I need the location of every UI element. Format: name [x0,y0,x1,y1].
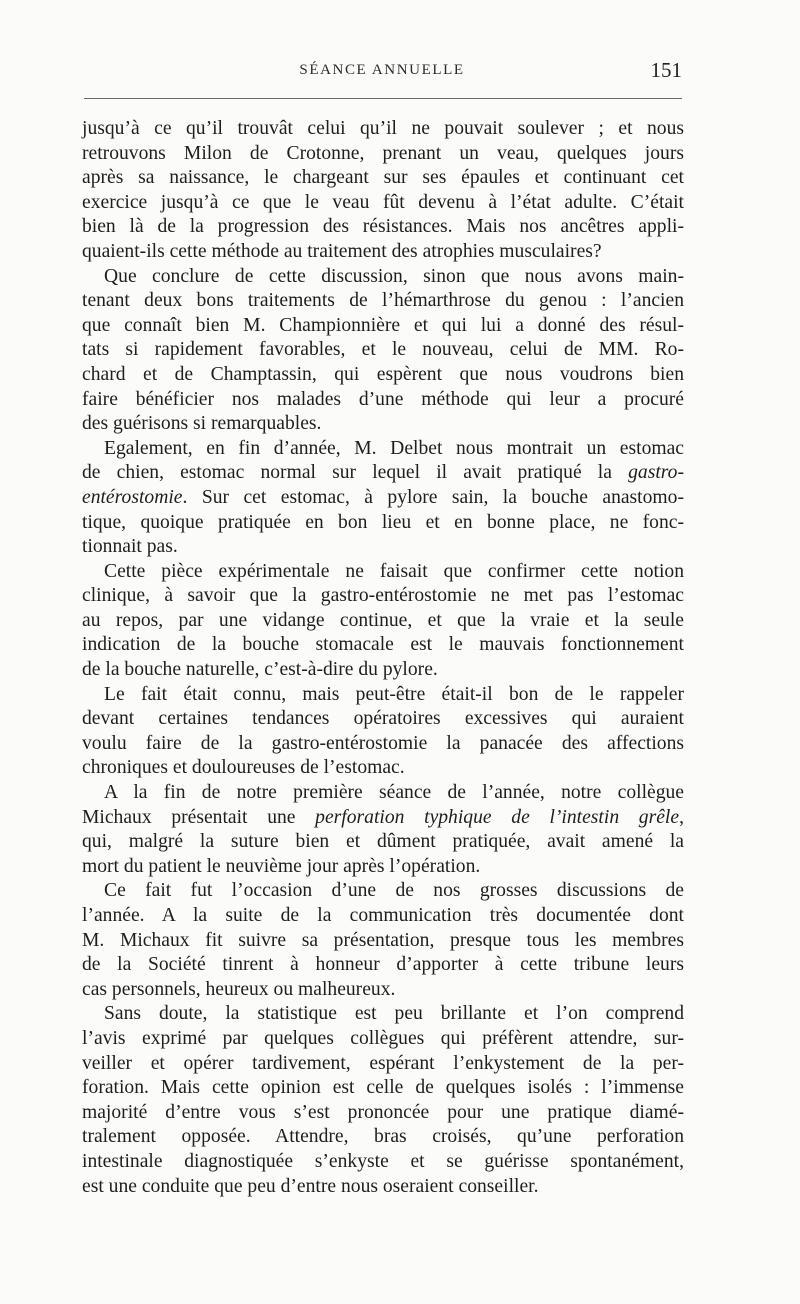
text-line: tralement opposée. Attendre, bras croisés, qu’une perforation [82,1126,684,1148]
text-line: est une conduite que peu d’entre nous oseraient conseiller. [82,1175,539,1197]
running-title: SÉANCE ANNUELLE [299,62,465,78]
text-line: chard et de Champtassin, qui espèrent que nous voudrons bien [82,363,684,385]
text-run: Michaux présentait une [82,806,316,828]
text-line: tats si rapidement favorables, et le nouveau, celui de MM. Ro- [82,339,684,361]
text-line: cas personnels, heureux ou malheureux. [82,978,396,1000]
text-run: , [679,806,684,828]
text-line: tique, quoique pratiquée en bon lieu et en bonne place, ne fonc- [82,511,684,533]
text-line: intestinale diagnostiquée s’enkyste et se guérisse spontanément, [82,1150,684,1172]
text-line: indication de la bouche stomacale est le mauvais fonctionnement [82,634,684,656]
text-line: retrouvons Milon de Crotonne, prenant un veau, quelques jours [82,142,684,164]
text-line: au repos, par une vidange continue, et que la vraie et la seule [82,609,684,631]
italic-term: perforation typhique de l’intestin grêle [315,806,680,828]
header-rule [84,98,682,99]
text-line: quaient-ils cette méthode au traitement des atrophies musculaires? [82,240,602,262]
text-line: mort du patient le neuvième jour après l’opération. [82,855,481,877]
text-line: qui, malgré la suture bien et dûment pratiquée, avait amené la [82,831,684,853]
text-line [82,806,684,831]
text-line [82,461,684,486]
text-line: Que conclure de cette discussion, sinon que nous avons main- [104,265,684,287]
text-line: que connaît bien M. Championnière et qui lui a donné des résul- [82,314,684,336]
text-line: chroniques et douloureuses de l’estomac. [82,757,405,779]
text-line: Le fait était connu, mais peut-être était-il bon de le rappeler [104,683,684,705]
text-line: jusqu’à ce qu’il trouvât celui qu’il ne pouvait soulever ; et nous [82,118,684,139]
text-line: l’avis exprimé par quelques collègues qui préfèrent attendre, sur- [82,1027,684,1049]
text-line: Cette pièce expérimentale ne faisait que confirmer cette notion [104,560,684,582]
running-head [82,58,682,86]
text-line: de la bouche naturelle, c’est-à-dire du pylore. [82,659,438,681]
text-run: . Sur cet estomac, à pylore sain, la bouche anastomo- [182,486,684,508]
text-line [82,486,684,511]
text-line: bien là de la progression des résistances. Mais nos ancêtres appli- [82,216,684,238]
text-line: exercice jusqu’à ce que le veau fût devenu à l’état adulte. C’était [82,191,684,213]
text-line: après sa naissance, le chargeant sur ses épaules et continuant cet [82,167,684,189]
text-run: de chien, estomac normal sur lequel il avait pratiqué la [82,462,629,484]
italic-term: entérostomie [82,486,183,508]
text-line: voulu faire de la gastro-entérostomie la panacée des affections [82,732,684,754]
text-line: devant certaines tendances opératoires excessives qui auraient [82,708,684,730]
text-line: Egalement, en fin d’année, M. Delbet nous montrait un estomac [104,437,684,459]
text-line: l’année. A la suite de la communication très documentée dont [82,905,684,926]
text-line: A la fin de notre première séance de l’année, notre collègue [104,782,684,804]
text-line: des guérisons si remarquables. [82,413,322,435]
text-line: Sans doute, la statistique est peu brillante et l’on comprend [104,1003,684,1025]
text-line: majorité d’entre vous s’est prononcée pour une pratique diamé- [82,1101,684,1123]
body-text [82,117,684,1199]
text-line: M. Michaux fit suivre sa présentation, presque tous les membres [82,929,684,951]
text-line: de la Société tinrent à honneur d’apporter à cette tribune leurs [82,954,684,976]
text-line: tenant deux bons traitements de l’hémarthrose du genou : l’ancien [82,290,684,312]
text-line: Ce fait fut l’occasion d’une de nos grosses discussions de [104,880,684,902]
page-number: 151 [650,58,682,82]
text-line: clinique, à savoir que la gastro-entérostomie ne met pas l’estomac [82,585,684,607]
italic-term: gastro- [628,462,684,484]
text-line: foration. Mais cette opinion est celle de quelques isolés : l’immense [82,1077,684,1099]
text-line: tionnait pas. [82,536,178,558]
text-line: faire bénéficier nos malades d’une méthode qui leur a procuré [82,388,684,410]
text-line: veiller et opérer tardivement, espérant l’enkystement de la per- [82,1052,684,1074]
